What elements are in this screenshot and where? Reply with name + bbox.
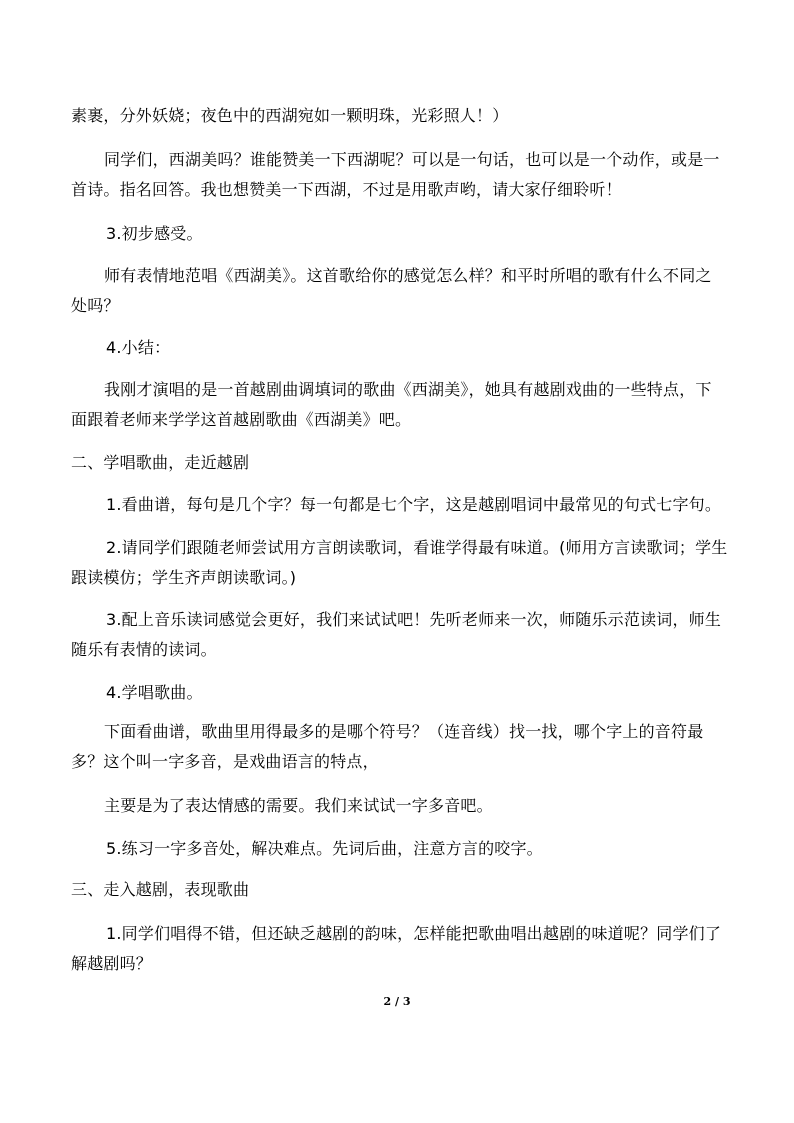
text-line-1: 素裹，分外妖娆；夜色中的西湖宛如一颗明珠，光彩照人！） <box>71 106 509 125</box>
text-line-11: 1.看曲谱，每句是几个字？每一句都是七个字，这是越剧唱词中最常见的句式七字句。 <box>106 495 722 514</box>
text-line-22: 1.同学们唱得不错，但还缺乏越剧的韵味，怎样能把歌曲唱出越剧的味道呢？同学们了 <box>106 924 722 943</box>
text-line-12: 2.请同学们跟随老师尝试用方言朗读歌词，看谁学得最有味道。(师用方言读歌词；学生 <box>106 538 728 557</box>
text-line-2: 同学们，西湖美吗？谁能赞美一下西湖呢？可以是一句话，也可以是一个动作，或是一 <box>104 150 720 169</box>
text-line-3: 首诗。指名回答。我也想赞美一下西湖，不过是用歌声哟，请大家仔细聆听！ <box>71 180 622 199</box>
text-line-15: 随乐有表情的读词。 <box>71 640 217 659</box>
section-heading-2: 二、学唱歌曲，走近越剧 <box>71 453 250 472</box>
text-line-4: 3.初步感受。 <box>106 224 203 243</box>
text-line-17: 下面看曲谱，歌曲里用得最多的是哪个符号？（连音线）找一找，哪个字上的音符最 <box>104 722 704 741</box>
text-line-8: 我刚才演唱的是一首越剧曲调填词的歌曲《西湖美》，她具有越剧戏曲的一些特点，下 <box>104 380 712 399</box>
text-line-13: 跟读模仿；学生齐声朗读歌词。) <box>71 568 297 587</box>
text-line-14: 3.配上音乐读词感觉会更好，我们来试试吧！先听老师来一次，师随乐示范读词，师生 <box>106 610 722 629</box>
text-line-6: 处吗？ <box>71 296 120 315</box>
text-line-7: 4.小结： <box>106 338 171 357</box>
text-line-20: 5.练习一字多音处，解决难点。先词后曲，注意方言的咬字。 <box>106 839 543 858</box>
text-line-5: 师有表情地范唱《西湖美》。这首歌给你的感觉怎么样？和平时所唱的歌有什么不同之 <box>104 266 712 285</box>
text-line-19: 主要是为了表达情感的需要。我们来试试一字多音吧。 <box>104 796 493 815</box>
text-line-9: 面跟着老师来学学这首越剧歌曲《西湖美》吧。 <box>71 410 412 429</box>
text-line-16: 4.学唱歌曲。 <box>106 683 203 702</box>
section-heading-3: 三、走入越剧，表现歌曲 <box>71 880 250 899</box>
text-line-23: 解越剧吗？ <box>71 954 153 973</box>
page-number: 2 / 3 <box>383 995 411 1008</box>
text-line-18: 多？这个叫一字多音，是戏曲语言的特点， <box>71 752 379 771</box>
